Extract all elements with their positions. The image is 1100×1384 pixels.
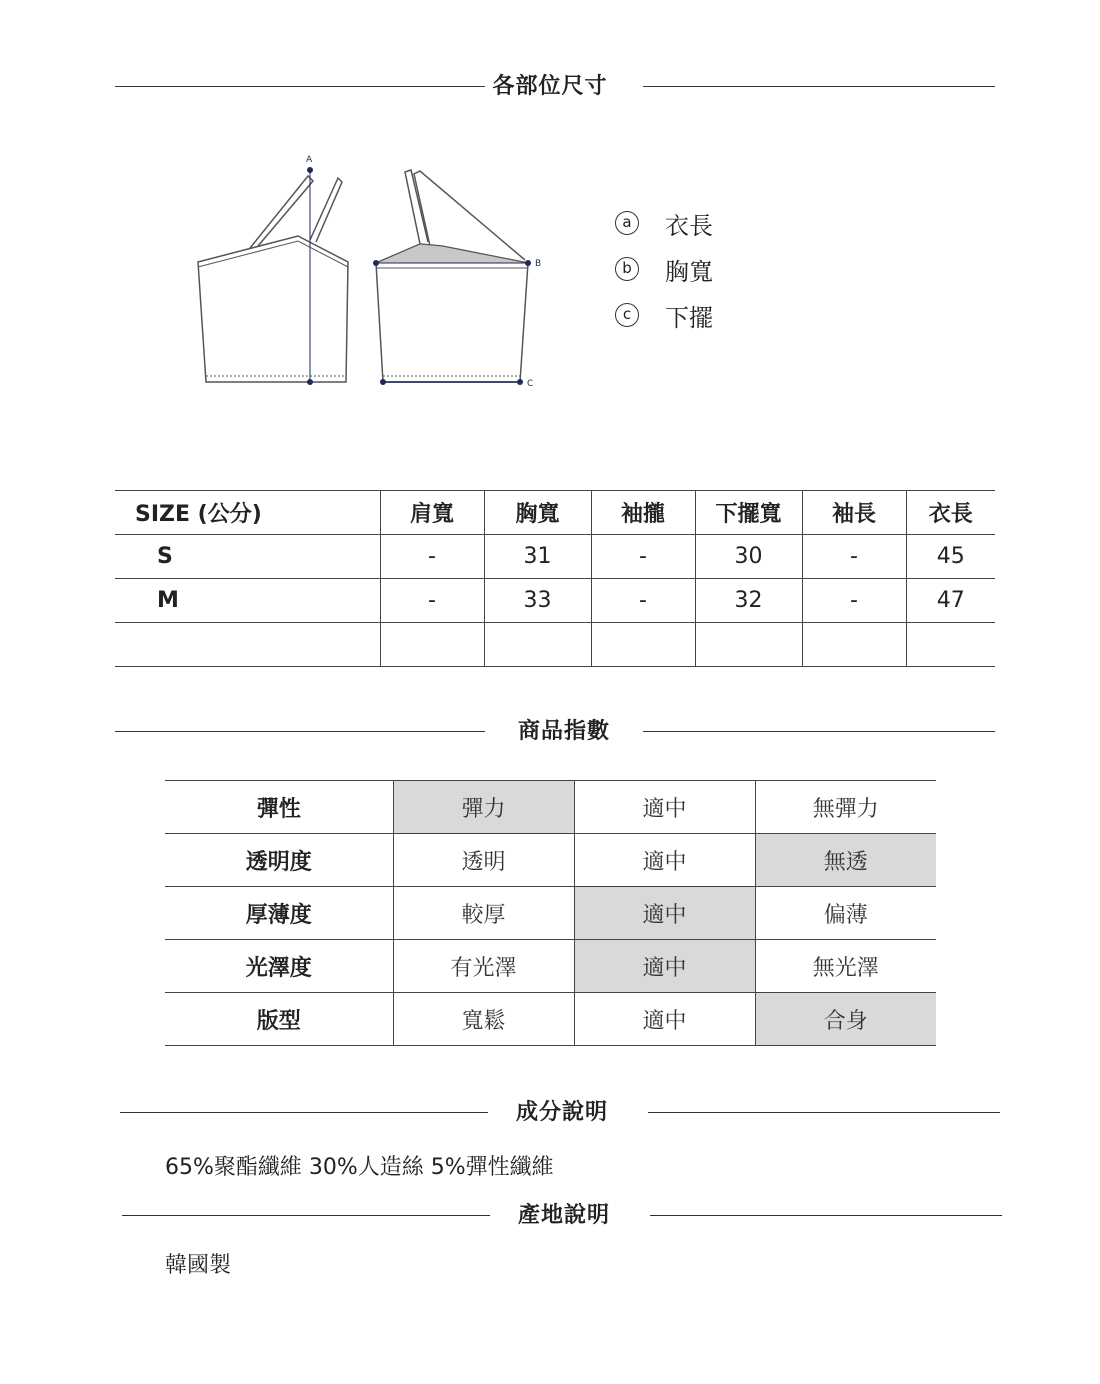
garment-diagram	[180, 150, 560, 400]
table-row	[165, 834, 936, 887]
option-cell: 透明	[393, 834, 574, 887]
point-label-b: B	[535, 259, 542, 269]
composition-heading	[0, 1093, 1100, 1133]
table-cell: -	[380, 579, 484, 623]
table-cell	[591, 623, 695, 667]
size-table-header	[115, 491, 995, 535]
back-neckline-fill	[376, 244, 528, 263]
divider	[650, 1215, 1002, 1216]
attribute-label: 厚薄度	[165, 887, 393, 940]
table-cell	[695, 623, 802, 667]
section-title: 成分說明	[515, 1100, 608, 1125]
table-cell	[802, 623, 906, 667]
table-cell: -	[591, 535, 695, 579]
header-cell: SIZE (公分)	[115, 491, 380, 535]
legend-item	[615, 246, 713, 292]
table-cell: 45	[906, 535, 995, 579]
table-cell: 32	[695, 579, 802, 623]
point-label-c: C	[527, 379, 534, 389]
table-row	[165, 887, 936, 940]
option-cell: 無彈力	[755, 781, 936, 834]
table-row	[115, 579, 995, 623]
size-table	[115, 490, 995, 667]
marker-dot	[380, 379, 386, 385]
attribute-label: 透明度	[165, 834, 393, 887]
marker-dot	[517, 379, 523, 385]
marker-dot	[373, 260, 379, 266]
composition-text: 65%聚酯纖維 30%人造絲 5%彈性纖維	[165, 1155, 554, 1180]
table-cell: -	[802, 579, 906, 623]
table-cell: 33	[484, 579, 591, 623]
legend-letter: c	[615, 303, 639, 327]
legend-label: 胸寬	[665, 257, 713, 286]
table-row	[115, 535, 995, 579]
header-cell: 肩寬	[380, 491, 484, 535]
option-cell: 有光澤	[393, 940, 574, 993]
table-cell: 30	[695, 535, 802, 579]
table-cell	[906, 623, 995, 667]
table-cell: -	[591, 579, 695, 623]
option-cell: 適中	[574, 887, 755, 940]
back-view	[376, 170, 528, 382]
measurements-heading	[0, 67, 1100, 107]
header-cell: 袖長	[802, 491, 906, 535]
header-cell: 下擺寬	[695, 491, 802, 535]
point-label-a: A	[306, 155, 313, 165]
size-label	[115, 623, 380, 667]
section-title: 各部位尺寸	[492, 74, 608, 99]
header-cell: 袖攏	[591, 491, 695, 535]
option-cell: 寬鬆	[393, 993, 574, 1046]
table-row	[165, 940, 936, 993]
size-label: S	[115, 535, 380, 579]
legend-label: 衣長	[665, 211, 713, 240]
table-cell: 31	[484, 535, 591, 579]
table-row	[115, 623, 995, 667]
product-index-heading	[0, 712, 1100, 752]
divider	[643, 731, 995, 732]
product-index-table	[165, 780, 936, 1046]
option-cell: 無光澤	[755, 940, 936, 993]
legend-letter: b	[615, 257, 639, 281]
origin-heading	[0, 1196, 1100, 1236]
attribute-label: 光澤度	[165, 940, 393, 993]
attribute-label: 彈性	[165, 781, 393, 834]
option-cell: 適中	[574, 940, 755, 993]
legend-item	[615, 200, 713, 246]
marker-dot	[307, 379, 313, 385]
table-row	[165, 993, 936, 1046]
table-cell	[484, 623, 591, 667]
section-title: 產地說明	[517, 1203, 610, 1228]
legend-label: 下擺	[665, 303, 713, 332]
option-cell: 適中	[574, 993, 755, 1046]
divider	[643, 86, 995, 87]
option-cell: 無透	[755, 834, 936, 887]
size-label: M	[115, 579, 380, 623]
origin-text: 韓國製	[165, 1253, 232, 1278]
table-cell: 47	[906, 579, 995, 623]
attribute-label: 版型	[165, 993, 393, 1046]
measurement-legend	[615, 200, 713, 338]
header-cell: 衣長	[906, 491, 995, 535]
option-cell: 適中	[574, 781, 755, 834]
header-cell: 胸寬	[484, 491, 591, 535]
table-row	[165, 781, 936, 834]
marker-dot	[525, 260, 531, 266]
option-cell: 偏薄	[755, 887, 936, 940]
legend-letter: a	[615, 211, 639, 235]
option-cell: 合身	[755, 993, 936, 1046]
divider	[648, 1112, 1000, 1113]
option-cell: 適中	[574, 834, 755, 887]
table-cell: -	[380, 535, 484, 579]
section-title: 商品指數	[517, 719, 610, 744]
legend-item	[615, 292, 713, 338]
option-cell: 彈力	[393, 781, 574, 834]
marker-dot	[307, 167, 313, 173]
table-cell: -	[802, 535, 906, 579]
table-cell	[380, 623, 484, 667]
front-view	[198, 176, 348, 382]
option-cell: 較厚	[393, 887, 574, 940]
